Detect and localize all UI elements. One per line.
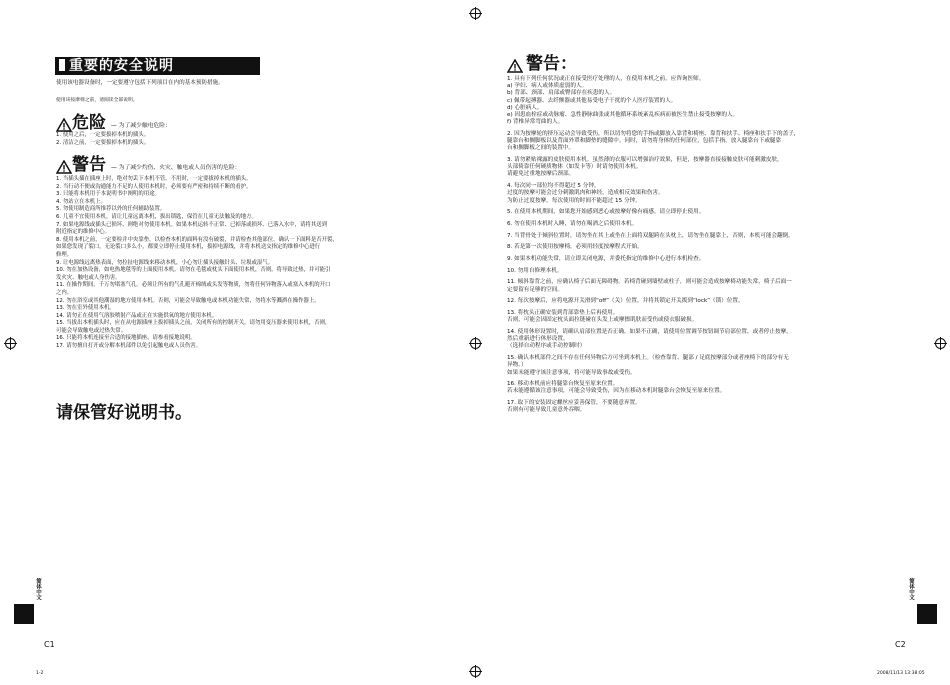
list-item-continuation: b) 背部、颈部、肩部或臀部存在疾患的人。 xyxy=(507,90,616,97)
list-item-continuation: 否则，可能会因固定枕头面拉链碰在头发上或摩擦肌肤而受伤或使衣服破损。 xyxy=(507,317,698,324)
list-item-continuation: 异物。） xyxy=(507,362,527,369)
warning-title: 警告 xyxy=(72,155,106,175)
list-item: 6. 勿在使用本机时入睡，请勿在喝酒之后使用本机。 xyxy=(507,220,638,227)
list-item: 发火灾、触电或人身伤害。 xyxy=(56,274,121,281)
warning-triangle-icon xyxy=(507,59,523,73)
list-item: 2. 当行动不便或沟通能力不足的人使用本机时，必须要有严密和持续不断的看护。 xyxy=(56,183,252,190)
list-item: 16. 只能将本机连接至合适的接地插座，请参看接地说明。 xyxy=(56,335,196,342)
list-item-continuation: 为防止过度按摩，每次使用的时间不能超过 15 分钟。 xyxy=(507,197,641,204)
danger-title: 危险 xyxy=(72,113,106,133)
list-item: 附近指定的维修中心。 xyxy=(56,229,110,236)
list-item-continuation: 头部倚靠任何硬质物体（如发卡等）时请勿使用本机。 xyxy=(507,164,642,171)
warning-triangle-icon xyxy=(56,160,72,174)
list-item: 17. 取下的安装固定螺丝应妥善保管，不要随意弃置。 xyxy=(507,400,641,407)
list-item-continuation: 台和搁脚板之间的装置中。 xyxy=(507,145,575,152)
list-item: 1. 使用之后，一定要拔掉本机的插头。 xyxy=(56,132,150,138)
list-item: 13. 勿在室外使用本机。 xyxy=(56,305,115,312)
list-item-continuation: d) 心脏病人。 xyxy=(507,104,543,111)
list-item-continuation: （选择自动程序或手动控制时） xyxy=(507,343,586,350)
list-item: 11. 倾斜靠背之前，应确认椅子后面无障碍物。若椅背碰到墙壁或柱子，则可能会造成按摩椅功能失常，椅子后面一 xyxy=(507,279,792,286)
list-item-continuation: 定要留有足够的空间。 xyxy=(507,286,563,293)
language-label: 简体中文 xyxy=(35,578,41,600)
list-item: 8. 若是第一次使用按摩椅，必须用轻度按摩程式开始。 xyxy=(507,244,643,251)
warning-heading xyxy=(56,156,240,174)
list-item-continuation: 过度的按摩可能会过分刺激肌肉和神经，造成相反效果和伤害。 xyxy=(507,190,664,197)
danger-list xyxy=(56,132,149,147)
page-number: C1 xyxy=(44,640,55,649)
footer-code: 1-2 xyxy=(36,671,44,676)
danger-triangle-icon xyxy=(56,118,72,132)
heading-marker-icon xyxy=(59,59,65,71)
list-item: 4. 每次同一部位均不得超过 5 分钟。 xyxy=(507,183,600,190)
list-item: 1. 具有下列任何状况或正在接受医疗处理的人，在使用本机之前，应咨询医师。 xyxy=(507,76,705,82)
page-number: C2 xyxy=(895,640,906,649)
list-item-continuation: 若未能遵循该注意事项，可能会导致受伤，因为在移动本机时腿靠台会恢复至原来位置。 xyxy=(507,388,726,395)
list-item: 5. 勿使用制造商所推荐以外的任何辅助装置。 xyxy=(56,206,166,213)
list-item-continuation: e) 因患血栓症或动脉瘤、急性静脉曲张或其他循环系统紊乱疾病而被医生禁止接受按摩的人。 xyxy=(507,112,739,119)
list-item: 16. 移动本机前应将腿靠台恢复至原来位置。 xyxy=(507,381,619,388)
heading-text: 重要的安全说明 xyxy=(69,58,174,74)
list-item: 可能会导致触电或过热失常。 xyxy=(56,327,127,334)
danger-heading xyxy=(56,114,171,132)
list-item: 12. 每次按摩后，应将电源开关滑到“off”（关）位置，并将其锁定开关拨到“lock”（锁）位置。 xyxy=(507,298,744,305)
list-item: 15. 当拔出本机插头时，应在从电源插座上拔掉插头之前，关闭所有的控制开关，请勿用变压器来使用本机，否则， xyxy=(56,320,331,327)
warning-subtitle: — 为了减少灼伤、火灾、触电或人员伤害的危险： xyxy=(111,165,241,171)
list-item: 11. 在操作期间，千万勿堵塞气孔。必须让所有的气孔避开棉绒或头发等物质，勿将任何异物落入或塞入本机的开口 xyxy=(56,282,331,289)
list-item: 10. 勿在加热设备，如电热地毯等的上面使用本机。请勿在毛毯或枕头下面使用本机，否则，将导致过热，并可能引 xyxy=(56,267,331,274)
list-item: 1. 当插头插在插座上时，绝对勿丢下本机不管。不用时，一定要拔掉本机的插头。 xyxy=(56,176,252,182)
list-item: 7. 当背骨处于倾斜位置时，请勿坐在其上或坐在上面将双腿跨在头枕上，请勿坐在腿靠上，否则，本机可能会翻倒。 xyxy=(507,232,794,239)
right-warning-heading xyxy=(507,55,577,73)
list-item: 12. 勿在浴室或其他潮湿的地方使用本机。否则，可能会导致触电或本机功能失常，勿将水等溅洒在操作器上。 xyxy=(56,297,320,304)
keep-instructions-title: 请保管好说明书。 xyxy=(56,403,192,423)
language-tab xyxy=(14,604,34,624)
list-item: 9. 让电源线远离热表面，勿拉扯电源线来移动本机，小心勿让插头接触针头、垃圾或湿气。 xyxy=(56,259,274,266)
list-item: 修理。 xyxy=(56,251,73,258)
footer-timestamp: 2008/11/13 13:38:05 xyxy=(877,671,925,676)
list-item-continuation: a) 孕妇、病人或体质虚弱的人。 xyxy=(507,83,588,90)
list-item-continuation: f) 背椎异常弯曲的人。 xyxy=(507,119,564,126)
list-item: 5. 在使用本机期间，如果您开始感到恶心或按摩好像有痛感，请立即停止使用。 xyxy=(507,209,705,216)
list-item-continuation: 腿靠台和搁脚板以及背面外罩和脚垫的缝隙中。同时，请勿将身体的任何部位，包括手指，放入腿靠台下或腿靠 xyxy=(507,138,782,145)
list-item: 13. 将枕头正确安装到背部靠垫上后再使用。 xyxy=(507,310,619,317)
list-item-continuation: 请避免过重地按摩后颈部。 xyxy=(507,171,575,178)
danger-subtitle: — 为了减少触电危险： xyxy=(111,123,171,129)
list-item: 3. 请勿紧贴裸露的皮肤使用本机。虽然薄的衣服可以增强治疗效果，但是，按摩器直接接触皮肤可能刺激皮肤。 xyxy=(507,157,783,164)
list-item: 4. 勿站立在本机上。 xyxy=(56,198,106,205)
language-label: 简体中文 xyxy=(908,578,914,600)
section-heading xyxy=(55,57,260,75)
list-item-continuation: 然后重新进行休形设置。 xyxy=(507,336,569,343)
language-tab xyxy=(917,604,937,624)
list-item: 14. 请勿正在使用气溶胶喷射产品或正在实施供氧的地方使用本机。 xyxy=(56,312,218,319)
intro-note: 使用该按摩椅之前，请阅读全部说明。 xyxy=(56,98,138,103)
list-item-continuation: 如果未能遵守该注意事项，将可能导致事故或受伤。 xyxy=(507,369,636,376)
right-warning-title: 警告： xyxy=(526,54,577,74)
list-item: 3. 只能将本机用于本说明书中阐明的用途。 xyxy=(56,191,160,198)
list-item-continuation: 否则有可能导致儿童意外吞咽。 xyxy=(507,407,586,414)
list-item: 2. 清洁之前，一定要拔掉本机的插头。 xyxy=(56,139,150,146)
list-item: 15. 确认本机部件之间不存在任何异物后方可坐到本机上。（检查靠背、腿部 / 足底按摩部分或者座椅下的部分有无 xyxy=(507,355,789,362)
list-item: 9. 如果本机功能失常，请立即关闭电源，并委托指定的维修中心进行本机检查。 xyxy=(507,256,705,263)
list-item: 14. 使用休形设置时，请确认肩部位置是否正确。如果不正确，请使用位置调节按钮调节肩部位置，或者停止按摩， xyxy=(507,328,792,335)
right-warning-list xyxy=(507,76,799,415)
list-item: 如果您发现了裂口，无论裂口多么小，都要立即停止使用本机，拔掉电源线，并将本机送交指定的维修中心进行 xyxy=(56,244,321,251)
list-item: 7. 如果电源线或插头已损坏、则绝对勿使用本机。如果本机运转不正常、已掉落或损坏、已落入水中，请将其送到 xyxy=(56,221,327,228)
list-item: 8. 使用本机之前，一定要检并中央靠垫，以检查本机的面料有没有破裂，并请检查其他部位，确认一下面料是否开裂， xyxy=(56,236,338,243)
warning-list xyxy=(56,176,338,351)
list-item: 2. 因为按摩轮的挤压运动会导致受伤，所以切勿将您的手指或脚放入靠背和椅座、靠背和扶手、椅座和扶手下的盖子， xyxy=(507,130,800,137)
list-item: 10. 勿用自修理本机。 xyxy=(507,267,563,274)
list-item: 17. 请勿擅自打开或分解本机部件以免引起触电或人员伤害。 xyxy=(56,343,202,350)
list-item: 之内。 xyxy=(56,289,73,296)
list-item: 6. 儿童不宜使用本机。请让儿童远离本机，拔出锁匙，保管在儿童无法触及的地方。 xyxy=(56,213,257,220)
list-item-continuation: c) 佩带起搏器、去纤颤器或其他易受电子干扰的个人医疗装置的人。 xyxy=(507,97,677,104)
right-page xyxy=(475,0,950,685)
intro-text: 使用该电器设备时，一定要遵守包括下列项目在内的基本预防措施。 xyxy=(56,80,224,86)
